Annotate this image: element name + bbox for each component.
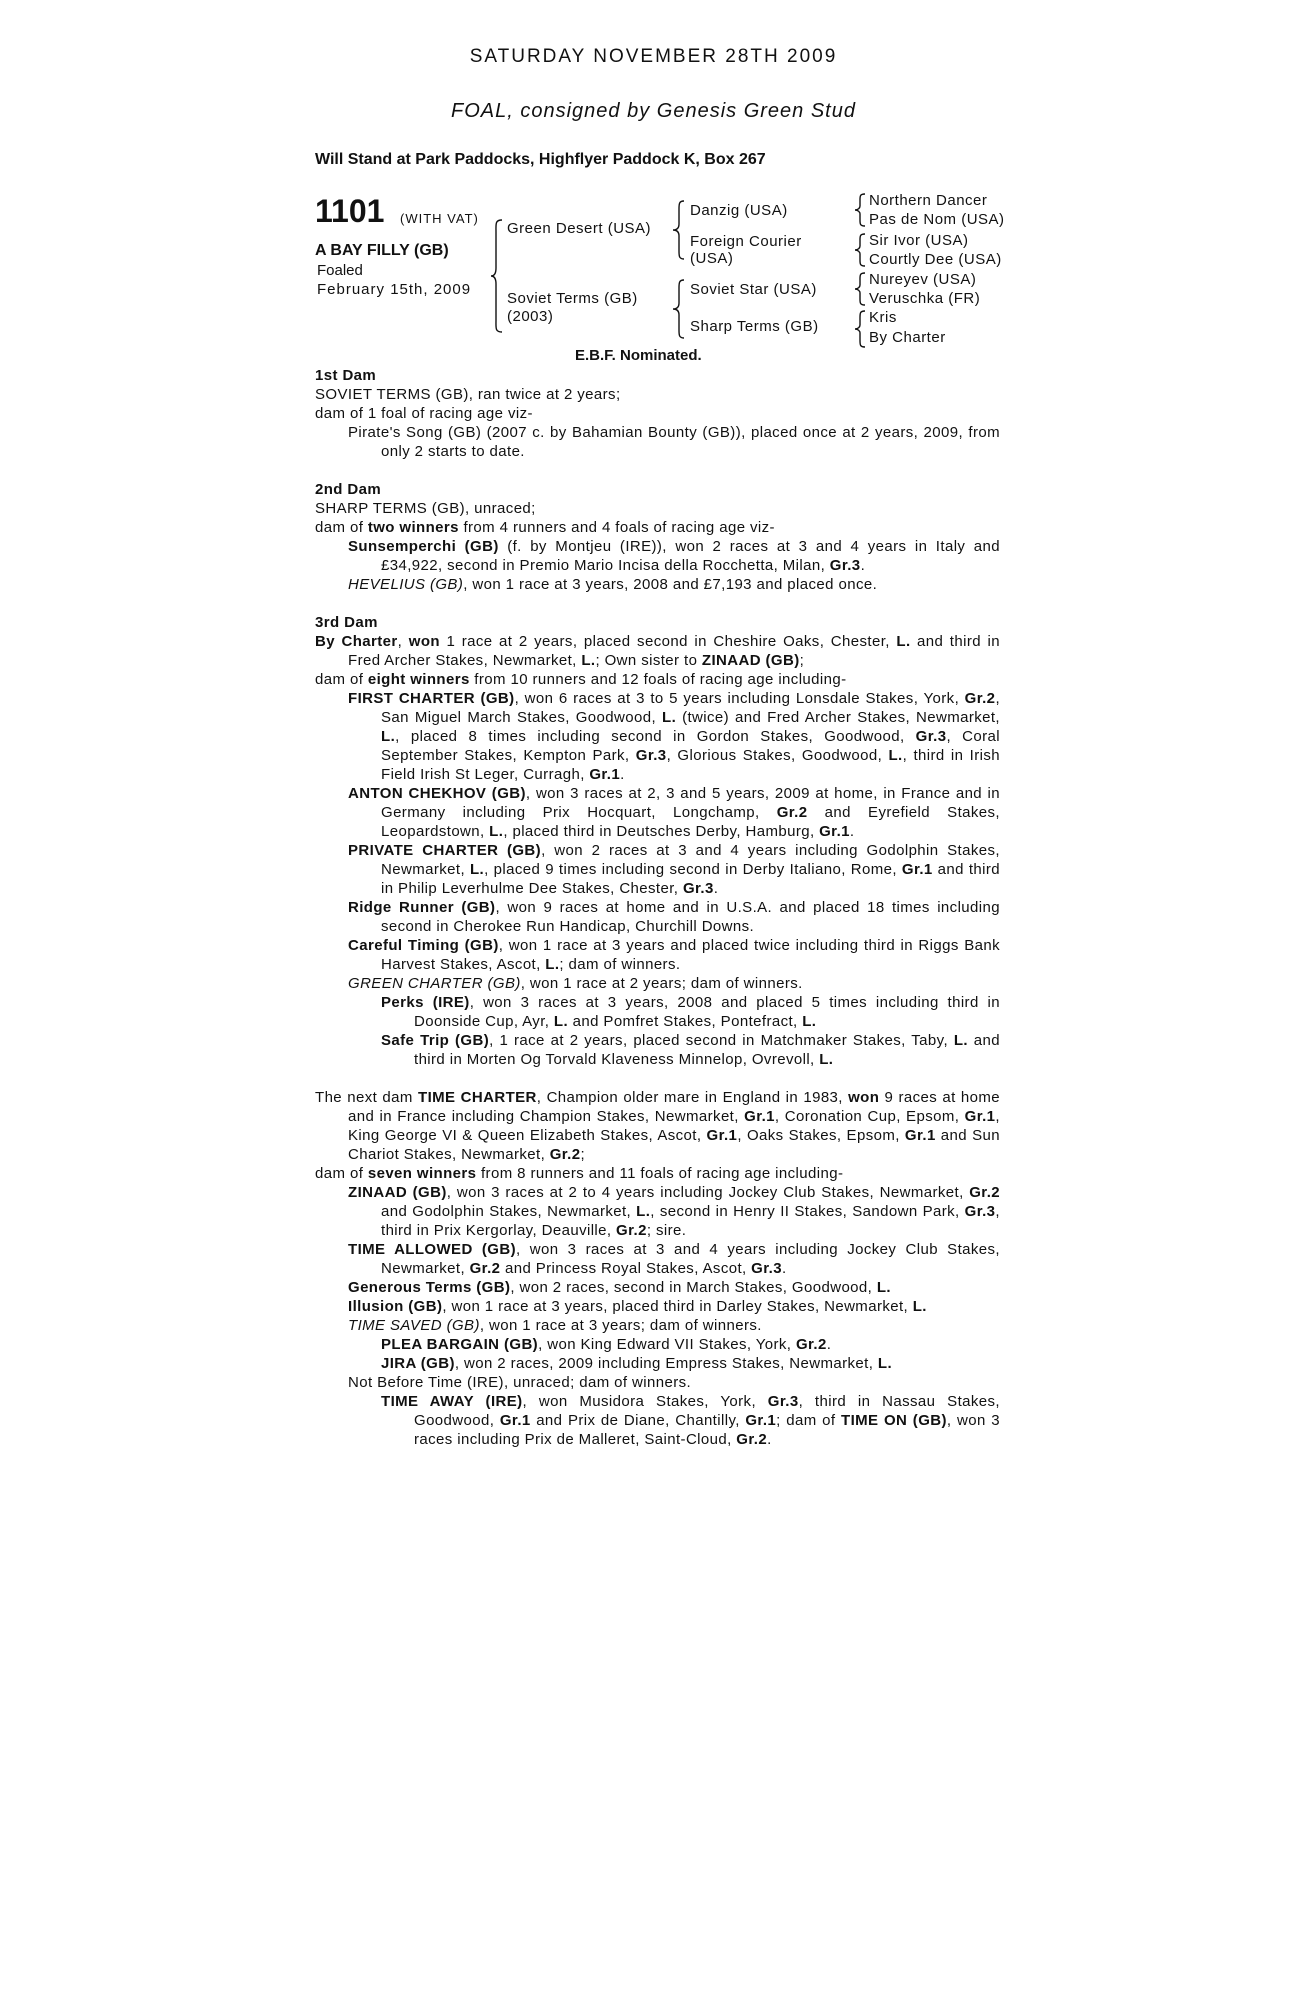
third-dam-produce-perks: Perks (IRE), won 3 races at 3 years, 2008 and placed 5 times including third in Doonside Cup, Ayr, L. and Pomfret Stakes, Pontefract, L. — [381, 994, 1000, 1030]
second-dam-record: SHARP TERMS (GB), unraced; — [315, 500, 536, 517]
first-dam-produce-intro: dam of 1 foal of racing age viz- — [315, 405, 533, 422]
dam-dam: Sharp Terms (GB) — [690, 318, 819, 335]
brace-dam — [672, 278, 686, 340]
next-dam-produce-time-allowed: TIME ALLOWED (GB), won 3 races at 3 and 4 years including Jockey Club Stakes, Newmarket, Gr.2 and Princess Royal Stakes, Ascot, Gr.3. — [348, 1241, 1000, 1277]
page-header: SATURDAY NOVEMBER 28TH 2009 — [469, 46, 838, 67]
stable-location: Will Stand at Park Paddocks, Highflyer Paddock K, Box 267 — [315, 151, 766, 168]
next-dam-produce-zinaad: ZINAAD (GB), won 3 races at 2 to 4 years including Jockey Club Stakes, Newmarket, Gr.2 and Godolphin Stakes, Newmarket, L., second in Henry II Stakes, Sandown Park, Gr.3, third in Prix Kergorlay, Deauville, Gr.2; sire. — [348, 1184, 1001, 1239]
first-dam-produce-1: Pirate's Song (GB) (2007 c. by Bahamian Bounty (GB)), placed once at 2 years, 2009, from only 2 starts to date. — [348, 424, 1000, 460]
next-dam-produce-not-before-time: Not Before Time (IRE), unraced; dam of winners. — [348, 1374, 692, 1391]
second-dam-produce-2: HEVELIUS (GB), won 1 race at 3 years, 2008 and £7,193 and placed once. — [348, 576, 878, 593]
sire-dam-dam: Courtly Dee (USA) — [869, 251, 1002, 268]
sire-dam-sire: Sir Ivor (USA) — [869, 232, 969, 249]
vat-note: (WITH VAT) — [400, 211, 479, 226]
dam-dam-sire: Kris — [869, 309, 897, 326]
third-dam-record: By Charter, won 1 race at 2 years, placed second in Cheshire Oaks, Chester, L. and third in Fred Archer Stakes, Newmarket, L.; Own sister to ZINAAD (GB); — [315, 633, 1000, 669]
sire-dam-line2: (USA) — [690, 250, 734, 267]
first-dam-heading: 1st Dam — [315, 367, 377, 384]
sire-sire: Danzig (USA) — [690, 202, 788, 219]
next-dam-produce-time-saved: TIME SAVED (GB), won 1 race at 3 years; dam of winners. — [348, 1317, 762, 1334]
ebf-nominated: E.B.F. Nominated. — [575, 347, 702, 364]
third-dam-produce-ridge-runner: Ridge Runner (GB), won 9 races at home and in U.S.A. and placed 18 times including second in Cherokee Run Handicap, Churchill Downs. — [348, 899, 1001, 935]
foaled-label: Foaled — [317, 262, 363, 279]
lot-description: A BAY FILLY (GB) — [315, 242, 449, 259]
sire-dam-line1: Foreign Courier — [690, 233, 802, 250]
dam-line1: Soviet Terms (GB) — [507, 290, 638, 307]
next-dam-produce-jira: JIRA (GB), won 2 races, 2009 including Empress Stakes, Newmarket, L. — [381, 1355, 893, 1372]
third-dam-heading: 3rd Dam — [315, 614, 378, 631]
third-dam-produce-private-charter: PRIVATE CHARTER (GB), won 2 races at 3 and 4 years including Godolphin Stakes, Newmarket, L., placed 9 times including second in Derby Italiano, Rome, Gr.1 and third in Philip Leverhulme Dee Stakes, Chester, Gr.3. — [348, 842, 1000, 897]
second-dam-produce-1: Sunsemperchi (GB) (f. by Montjeu (IRE)), won 2 races at 3 and 4 years in Italy and £34,922, second in Premio Mario Incisa della Rocchetta, Milan, Gr.3. — [348, 538, 1001, 574]
second-dam-heading: 2nd Dam — [315, 481, 382, 498]
consignment-line: FOAL, consigned by Genesis Green Stud — [451, 100, 856, 122]
brace-generation-1 — [490, 218, 504, 334]
first-dam-record: SOVIET TERMS (GB), ran twice at 2 years; — [315, 386, 621, 403]
third-dam-produce-careful-timing: Careful Timing (GB), won 1 race at 3 years and placed twice including third in Riggs Bank Harvest Stakes, Ascot, L.; dam of winners. — [348, 937, 1000, 973]
third-dam-produce-anton-chekhov: ANTON CHEKHOV (GB), won 3 races at 2, 3 and 5 years, 2009 at home, in France and in Germany including Prix Hocquart, Longchamp, Gr.2 and Eyrefield Stakes, Leopardstown, L., placed third in Deutsches Derby, Hamburg, Gr.1. — [348, 785, 1000, 840]
catalogue-body — [315, 366, 1000, 1449]
sire-sire-sire: Northern Dancer — [869, 192, 988, 209]
next-dam-produce-intro: dam of seven winners from 8 runners and 11 foals of racing age including- — [315, 1165, 844, 1182]
foaled-date: February 15th, 2009 — [317, 281, 472, 298]
dam-sire-dam: Veruschka (FR) — [869, 290, 981, 307]
next-dam-produce-plea-bargain: PLEA BARGAIN (GB), won King Edward VII Stakes, York, Gr.2. — [381, 1336, 832, 1353]
next-dam-produce-generous-terms: Generous Terms (GB), won 2 races, second in March Stakes, Goodwood, L. — [348, 1279, 891, 1296]
second-dam-produce-intro: dam of two winners from 4 runners and 4 foals of racing age viz- — [315, 519, 775, 536]
third-dam-produce-safe-trip: Safe Trip (GB), 1 race at 2 years, placed second in Matchmaker Stakes, Taby, L. and third in Morten Og Torvald Klaveness Minnelop, Ovrevoll, L. — [381, 1032, 1001, 1068]
dam-dam-dam: By Charter — [869, 329, 946, 346]
brace-dd — [854, 310, 866, 348]
third-dam-produce-first-charter: FIRST CHARTER (GB), won 6 races at 3 to 5 years including Lonsdale Stakes, York, Gr.2, San Miguel March Stakes, Goodwood, L. (twice) and Fred Archer Stakes, Newmarket, L., placed 8 times including second in Gordon Stakes, Goodwood, Gr.3, Coral September Stakes, Kempton Park, Gr.3, Glorious Stakes, Goodwood, L., third in Irish Field Irish St Leger, Curragh, Gr.1. — [348, 690, 1001, 783]
third-dam-produce-green-charter: GREEN CHARTER (GB), won 1 race at 2 years; dam of winners. — [348, 975, 803, 992]
dam-line2: (2003) — [507, 308, 554, 325]
next-dam-produce-time-away: TIME AWAY (IRE), won Musidora Stakes, York, Gr.3, third in Nassau Stakes, Goodwood, Gr.1 and Prix de Diane, Chantilly, Gr.1; dam of TIME ON (GB), won 3 races including Prix de Malleret, Saint-Cloud, Gr.2. — [381, 1393, 1000, 1448]
dam-sire-sire: Nureyev (USA) — [869, 271, 977, 288]
sire-sire-dam: Pas de Nom (USA) — [869, 211, 1005, 228]
brace-sd — [854, 233, 866, 267]
sire: Green Desert (USA) — [507, 220, 652, 237]
lot-number: 1101 — [315, 193, 385, 229]
dam-sire: Soviet Star (USA) — [690, 281, 817, 298]
brace-ds — [854, 272, 866, 306]
next-dam-produce-illusion: Illusion (GB), won 1 race at 3 years, placed third in Darley Stakes, Newmarket, L. — [348, 1298, 927, 1315]
brace-ss — [854, 193, 866, 227]
third-dam-produce-intro: dam of eight winners from 10 runners and 12 foals of racing age including- — [315, 671, 847, 688]
brace-sire — [672, 199, 686, 261]
next-dam-record: The next dam TIME CHARTER, Champion older mare in England in 1983, won 9 races at home and in France including Champion Stakes, Newmarket, Gr.1, Coronation Cup, Epsom, Gr.1, King George VI & Queen Elizabeth Stakes, Ascot, Gr.1, Oaks Stakes, Epsom, Gr.1 and Sun Chariot Stakes, Newmarket, Gr.2; — [315, 1089, 1000, 1163]
